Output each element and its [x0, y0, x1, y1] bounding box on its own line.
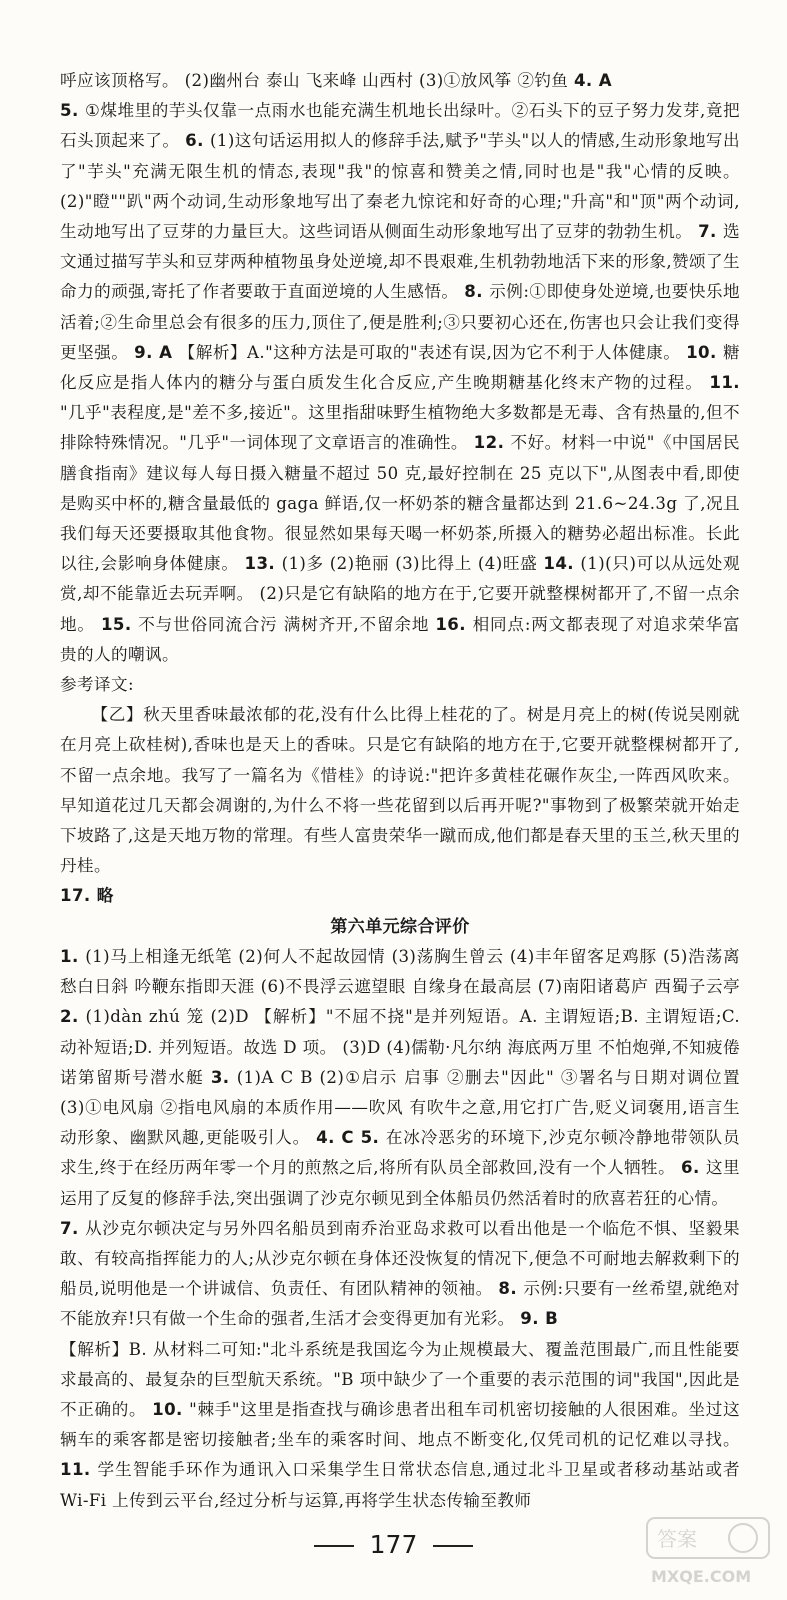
question-number: 2.	[60, 1007, 86, 1027]
answer-text: (1)(只)可以从远处观赏,却不能靠近去玩弄啊。 (2)只是它有缺陷的地方在于,它要开就整棵树都开了,不留一点余地。	[60, 554, 740, 634]
answers-block-2	[60, 942, 740, 1516]
reference-label: 参考译文:	[60, 675, 134, 695]
question-number: 10.	[152, 1399, 190, 1419]
question-number: 14.	[543, 554, 581, 574]
answer-text: (1)dàn zhú 笼 (2)D 【解析】"不屈不挠"是并列短语。A. 主谓短语;B. 主谓短语;C. 动补短语;D. 并列短语。故选 D 项。 (3)D (4)儒勒·凡尔纳 海底两万里 不怕炮弹,不知疲倦 诺第留斯号潜水艇	[60, 1007, 740, 1087]
question-number: 11.	[709, 373, 740, 393]
answer-text: 不好。材料一中说"《中国居民膳食指南》建议每人每日摄入糖量不超过 50 克,最好控制在 25 克以下",从图表中看,即使是购买中杯的,糖含量最低的 gaga 鲜语,仅一杯奶茶的糖含量都达到 21.6~24.3g 了,况且我们每天还要摄取其他食物。很显然如果每天喝一杯奶茶,所摄入的糖势必超出标准。长此以往,会影响身体健康。	[60, 433, 740, 574]
question-number: 10.	[686, 342, 723, 362]
question-number: 15.	[100, 614, 139, 634]
question-number: 8.	[498, 1279, 524, 1299]
answer-text: (1)马上相逢无纸笔 (2)何人不起故园情 (3)荡胸生曾云 (4)丰年留客足鸡豚 (5)浩荡离愁白日斜 吟鞭东指即天涯 (6)不畏浮云遮望眼 自缘身在最高层 (7)南阳诸葛庐 西蜀子云亭	[60, 946, 741, 997]
reference-translation: 【乙】秋天里香味最浓郁的花,没有什么比得上桂花的了。树是月亮上的树(传说吴刚就在月亮上砍桂树),香味也是天上的香味。只是它有缺陷的地方在于,它要开就整棵树都开了,不留一点余地。我写了一篇名为《惜桂》的诗说:"把许多黄桂花碾作灰尘,一阵西风吹来。早知道花过几天都会凋谢的,为什么不将一些花留到以后再开呢?"事物到了极繁荣就开始走下坡路了,这是天地万物的常理。有些人富贵荣华一蹴而成,他们都是春天里的玉兰,秋天里的丹桂。	[60, 705, 740, 876]
answer-text: 示例:①即使身处逆境,也要快乐地活着;②生命里总会有很多的压力,顶住了,便是胜利;③只要初心还在,伤害也只会让我们变得更坚强。	[60, 282, 740, 362]
question-number: 6.	[185, 131, 211, 151]
answer-text: 呼应该顶格写。 (2)幽州台 泰山 飞来峰 山西村 (3)①放风筝 ②钓鱼	[60, 71, 574, 90]
answer-text: 【解析】B. 从材料二可知:"北斗系统是我国迄今为止规模最大、覆盖范围最广,而且性能要求最高的、最复杂的巨型航天系统。"B 项中缺少了一个重要的表示范围的词"我国",因此是不正确的。	[60, 1339, 740, 1419]
answer-text: (1)这句话运用拟人的修辞手法,赋予"芋头"以人的情感,生动形象地写出了"芋头"充满无限生机的情态,表现"我"的惊喜和赞美之情,同时也是"我"心情的反映。 (2)"瞪""趴"两个动词,生动形象地写出了秦老九惊诧和好奇的心理;"升高"和"顶"两个动词,生动地写出了豆芽的力量巨大。这些词语从侧面生动形象地写出了豆芽的勃勃生机。	[60, 131, 740, 242]
question-number: 13.	[244, 554, 282, 574]
answer-text: 选文通过描写芋头和豆芽两种植物虽身处逆境,却不畏艰难,生机勃勃地活下来的形象,赞颂了生命力的顽强,寄托了作者要敢于直面逆境的人生感悟。	[60, 222, 741, 302]
page-number-text: 177	[369, 1530, 418, 1559]
answers-block-1	[60, 66, 740, 670]
svg-text:答案: 答案	[657, 1527, 697, 1551]
question-number: 5.	[60, 101, 85, 121]
question-number: 11.	[60, 1460, 98, 1480]
answer-text: 不与世俗同流合污 满树齐开,不留余地	[138, 614, 436, 634]
question-17: 17. 略	[60, 886, 114, 906]
answer-text: (1)A C B (2)①启示 启事 ②删去"因此" ③署名与日期对调位置 (3)①电风扇 ②指电风扇的本质作用——吹风 有吹牛之意,用它打广告,贬义词褒用,语言生动形象、幽默风趣,更能吸引人。	[60, 1067, 741, 1148]
section-title: 第六单元综合评价	[330, 916, 470, 937]
answer-text: 学生智能手环作为通讯入口采集学生日常状态信息,通过北斗卫星或者移动基站或者 Wi-Fi 上传到云平台,经过分析与运算,再将学生状态传输至教师	[60, 1460, 741, 1510]
answer-text: 在冰冷恶劣的环境下,沙克尔顿冷静地带领队员求生,终于在经历两年零一个月的煎熬之后,将所有队员全部救回,没有一个人牺牲。	[60, 1128, 740, 1178]
question-number: 1.	[60, 946, 86, 966]
question-number: 3.	[210, 1067, 237, 1087]
answer-text: ①煤堆里的芋头仅靠一点雨水也能充满生机地长出绿叶。②石头下的豆子努力发芽,竟把石头顶起来了。	[60, 101, 740, 151]
answer-text: (1)多 (2)艳丽 (3)比得上 (4)旺盛	[281, 554, 544, 574]
answer-text: "几乎"表程度,是"差不多,接近"。这里指甜味野生植物绝大多数都是无毒、含有热量的,但不排除特殊情况。"几乎"一词体现了文章语言的准确性。	[60, 403, 740, 453]
question-number: 7.	[60, 1218, 86, 1238]
page-number-dash-left	[314, 1545, 354, 1547]
question-number: 4. C	[316, 1128, 361, 1148]
svg-text:MXQE.COM: MXQE.COM	[651, 1567, 752, 1586]
answer-text: 示例:只要有一丝希望,就绝对不能放弃!只有做一个生命的强者,生活才会变得更加有光彩。	[60, 1279, 741, 1329]
question-number: 9. A	[134, 342, 179, 362]
answer-text: 这里运用了反复的修辞手法,突出强调了沙克尔顿见到全体船员仍然活着时的欣喜若狂的心情。	[60, 1158, 740, 1208]
question-number: 4. A	[573, 71, 613, 90]
page-number-dash-right	[433, 1545, 473, 1547]
watermark-logo	[643, 1512, 773, 1592]
question-number: 5.	[360, 1128, 386, 1148]
answer-text: 糖化反应是指人体内的糖分与蛋白质发生化合反应,产生晚期糖基化终末产物的过程。	[60, 342, 740, 393]
question-number: 12.	[473, 433, 511, 453]
answer-text: 从沙克尔顿决定与另外四名船员到南乔治亚岛求救可以看出他是一个临危不惧、坚毅果敢、有较高指挥能力的人;从沙克尔顿在身体还没恢复的情况下,便急不可耐地去解救剩下的船员,说明他是一个讲诚信、负责任、有团队精神的领袖。	[60, 1218, 740, 1299]
question-number: 7.	[698, 222, 724, 242]
answer-text: 【解析】A."这种方法是可取的"表述有误,因为它不利于人体健康。	[178, 342, 687, 362]
answer-text: "棘手"这里是指查找与确诊患者出租车司机密切接触的人很困难。坐过这辆车的乘客都是密切接触者;坐车的乘客时间、地点不断变化,仅凭司机的记忆难以寻找。	[60, 1399, 740, 1450]
question-number: 6.	[681, 1158, 706, 1178]
question-number: 16.	[435, 614, 473, 634]
question-number: 8.	[464, 282, 490, 302]
answer-page	[60, 66, 740, 1516]
answer-text: 相同点:两文都表现了对追求荣华富贵的人的嘲讽。	[60, 614, 740, 664]
question-number: 9. B	[520, 1309, 559, 1329]
